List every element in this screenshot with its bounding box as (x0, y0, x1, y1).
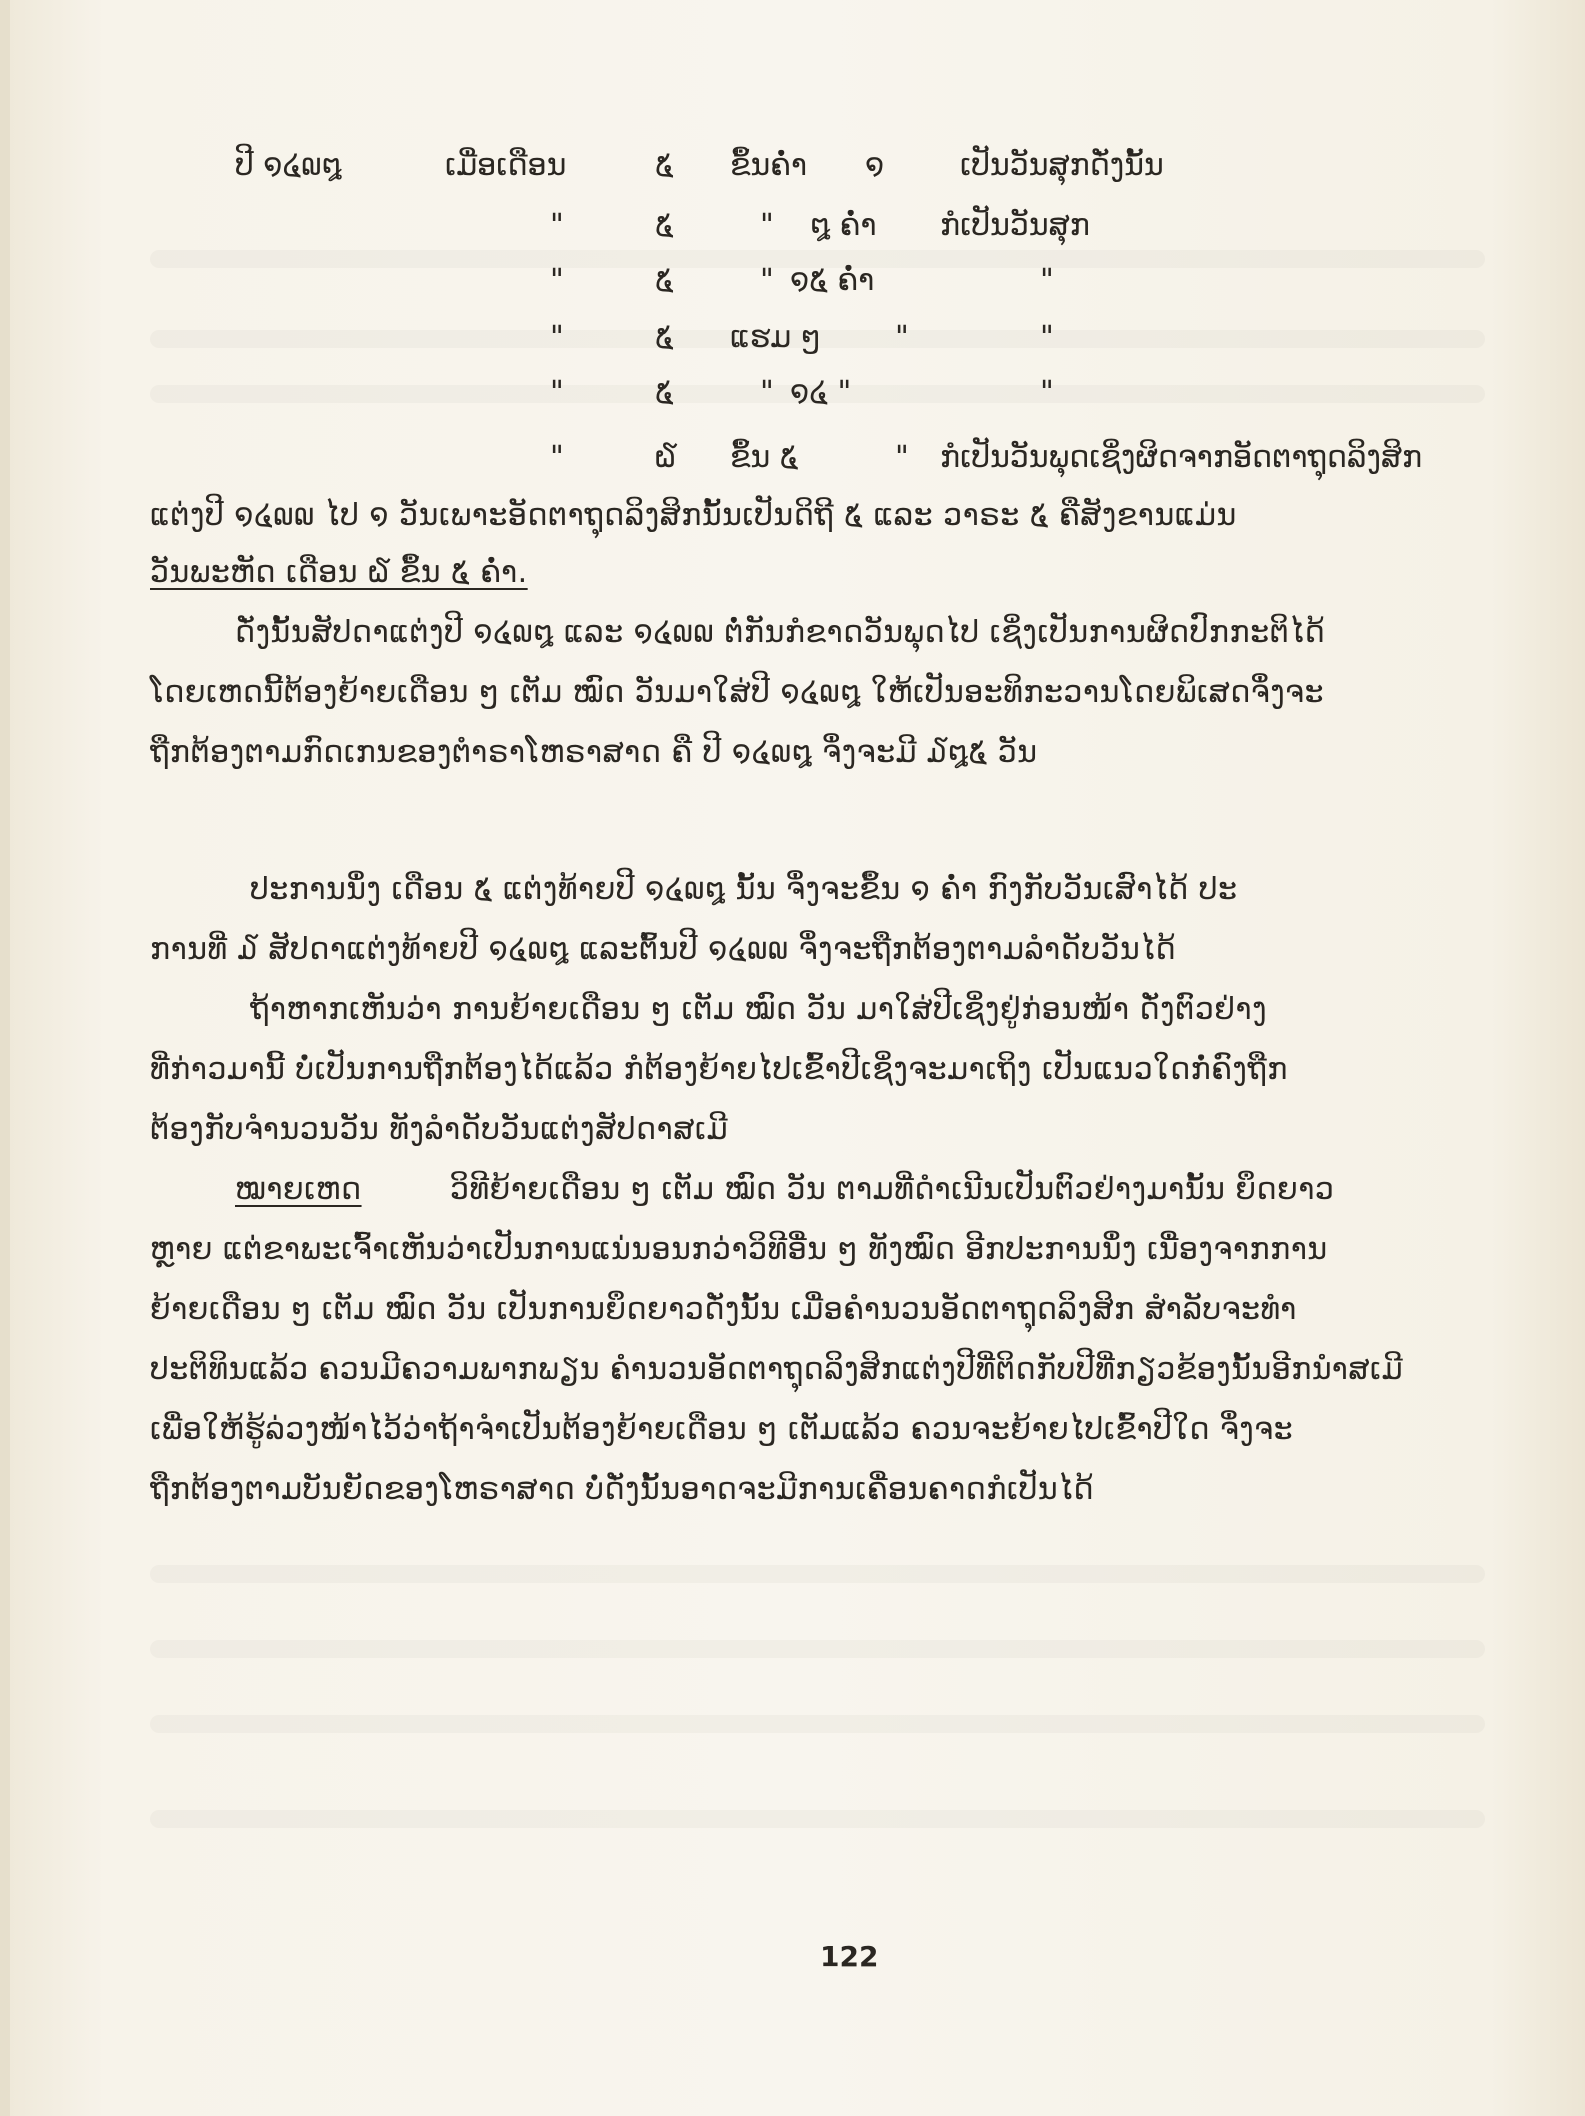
text-line: ໂດຍເຫດນີ້ຕ້ອງຍ້າຍເດືອນ ໆ ເຕັມ ໝົດ ວັນມາໃສ່ປີ ໑໔໙໘ ໃຫ້ເປັນອະທິກະວານໂດຍພິເສດຈຶ່ງຈະ (150, 675, 1324, 710)
table-cell: ຂຶ້ນຄ່ຳ (730, 148, 808, 183)
text-line: ປະການນຶ່ງ ເດືອນ ໕ ແຕ່ງທ້າຍປີ ໑໔໙໘ ນັ້ນ ຈຶ່ງຈະຂຶ້ນ ໑ ຄ່ຳ ກົງກັບວັນເສົາໄດ້ ປະ (250, 872, 1238, 907)
text-line: ແຕ່ງປີ ໑໔໙໙ ໄປ ໑ ວັນເພາະອັດຕາຖຸດລິງສິກນັ້ນເປັນດິຖີ ໕ ແລະ ວາຣະ ໕ ຄືສັງຂານແມ່ນ (150, 498, 1237, 533)
table-cell: " (550, 263, 564, 298)
table-cell: ກໍເປັນວັນພຸດເຊິ່ງຜິດຈາກອັດຕາຖຸດລິງສິກ (940, 440, 1423, 475)
note-label: ໝາຍເຫດ (235, 1172, 362, 1207)
text-line: ຫຼາຍ ແຕ່ຂາພະເຈົ້າເຫັນວ່າເປັນການແນ່ນອນກວ່າວິທີອື່ນ ໆ ທັງໝົດ ອີກປະການນຶ່ງ ເນື່ອງຈາກການ (150, 1232, 1328, 1267)
table-cell: " (895, 320, 909, 355)
table-cell: ໕ (655, 148, 674, 183)
text-line: ຖ້າຫາກເຫັນວ່າ ການຍ້າຍເດືອນ ໆ ເຕັມ ໝົດ ວັນ ມາໃສ່ປີເຊິ່ງຢູ່ກ່ອນໜ້າ ດັ່ງຕົວຢ່າງ (250, 992, 1268, 1027)
text-line: ການທີ່ ໓ ສັປດາແຕ່ງທ້າຍປີ ໑໔໙໘ ແລະຕົ້ນປີ ໑໔໙໙ ຈຶ່ງຈະຖືກຕ້ອງຕາມລຳດັບວັນໄດ້ (150, 932, 1177, 967)
table-cell: " (895, 440, 909, 475)
table-cell: " (550, 440, 564, 475)
table-cell: ໕ (655, 375, 674, 410)
table-cell: ເມື່ອເດືອນ (445, 148, 567, 183)
table-cell: ໕ (655, 320, 674, 355)
bleed-through-line (150, 1715, 1485, 1733)
table-cell: ກໍເປັນວັນສຸກ (940, 208, 1090, 243)
text-line: ເພື່ອໃຫ້ຮູ້ລ່ວງໜ້າໄວ້ວ່າຖ້າຈຳເປັນຕ້ອງຍ້າຍເດືອນ ໆ ເຕັມແລ້ວ ຄວນຈະຍ້າຍໄປເຂົ້າປີໃດ ຈຶ່ງຈະ (150, 1412, 1294, 1447)
text-line: ດັ່ງນັ້ນສັປດາແຕ່ງປີ ໑໔໙໘ ແລະ ໑໔໙໙ ຕໍ່ກັນກໍຂາດວັນພຸດໄປ ເຊິ່ງເປັນການຜິດປົກກະຕິໄດ້ (235, 615, 1326, 650)
table-cell: ເປັນວັນສຸກດັ່ງນັ້ນ (960, 148, 1164, 183)
table-cell: ໑໕ ຄ່ຳ (790, 263, 875, 298)
table-cell: " (760, 208, 774, 243)
text-line: ທີ່ກ່າວມານີ້ ບໍ່ເປັນການຖືກຕ້ອງໄດ້ແລ້ວ ກໍຕ້ອງຍ້າຍໄປເຂົ້າປີເຊິ່ງຈະມາເຖິງ ເປັນແນວໃດກໍ່ຄົງຖືກ (150, 1052, 1288, 1087)
page-number: 122 (820, 1940, 879, 1973)
table-cell: " (550, 208, 564, 243)
bleed-through-line (150, 1565, 1485, 1583)
text-line: ຍ້າຍເດືອນ ໆ ເຕັມ ໝົດ ວັນ ເປັນການຍຶດຍາວດັ່ງນັ້ນ ເມື່ອຄຳນວນອັດຕາຖຸດລິງສິກ ສຳລັບຈະທຳ (150, 1292, 1297, 1327)
table-cell: ໖ (655, 440, 677, 475)
table-cell: " (550, 375, 564, 410)
table-cell: ໑໔ " (790, 375, 852, 410)
text-line: ຖືກຕ້ອງຕາມບັນຍັດຂອງໂຫຣາສາດ ບໍ່ດັ່ງນັ້ນອາດຈະມີການເຄື່ອນຄາດກໍເປັນໄດ້ (150, 1472, 1094, 1507)
text-line: ຕ້ອງກັບຈຳນວນວັນ ທັງລຳດັບວັນແຕ່ງສັປດາສເມີ (150, 1112, 729, 1147)
bleed-through-line (150, 1640, 1485, 1658)
table-cell: ໕ (655, 263, 674, 298)
table-cell: ໘ ຄ່ຳ (810, 208, 877, 243)
table-cell: " (1040, 320, 1054, 355)
table-cell: ປີ ໑໔໙໘ (235, 148, 342, 183)
bleed-through-line (150, 1810, 1485, 1828)
table-cell: ໑ (865, 148, 885, 183)
table-cell: ຂຶ້ນ ໕ (730, 440, 799, 475)
text-line: ປະຕິທິນແລ້ວ ຄວນມີຄວາມພາກພຽນ ຄຳນວນອັດຕາຖຸດລິງສິກແຕ່ງປີທີ່ຕິດກັບປີທີ່ກຽວຂ້ອງນັ້ນອີກນຳສເມີ (150, 1352, 1404, 1387)
table-cell: " (1040, 263, 1054, 298)
text-line: ວັນພະຫັດ ເດືອນ ໖ ຂຶ້ນ ໕ ຄ່ຳ. (150, 555, 528, 590)
table-cell: " (550, 320, 564, 355)
table-cell: ໕ (655, 208, 674, 243)
text-line: ວິທີຍ້າຍເດືອນ ໆ ເຕັມ ໝົດ ວັນ ຕາມທີ່ດຳເນີນເປັນຕົວຢ່າງມານັ້ນ ຍຶດຍາວ (450, 1172, 1335, 1207)
text-line: ຖືກຕ້ອງຕາມກົດເກນຂອງຕຳຣາໂຫຣາສາດ ຄື ປີ ໑໔໙໘ ຈຶ່ງຈະມີ ໓໘໕ ວັນ (150, 735, 1038, 770)
table-cell: " (760, 375, 774, 410)
table-cell: " (760, 263, 774, 298)
table-cell: " (1040, 375, 1054, 410)
table-cell: ແຮມ ໆ (730, 320, 822, 355)
